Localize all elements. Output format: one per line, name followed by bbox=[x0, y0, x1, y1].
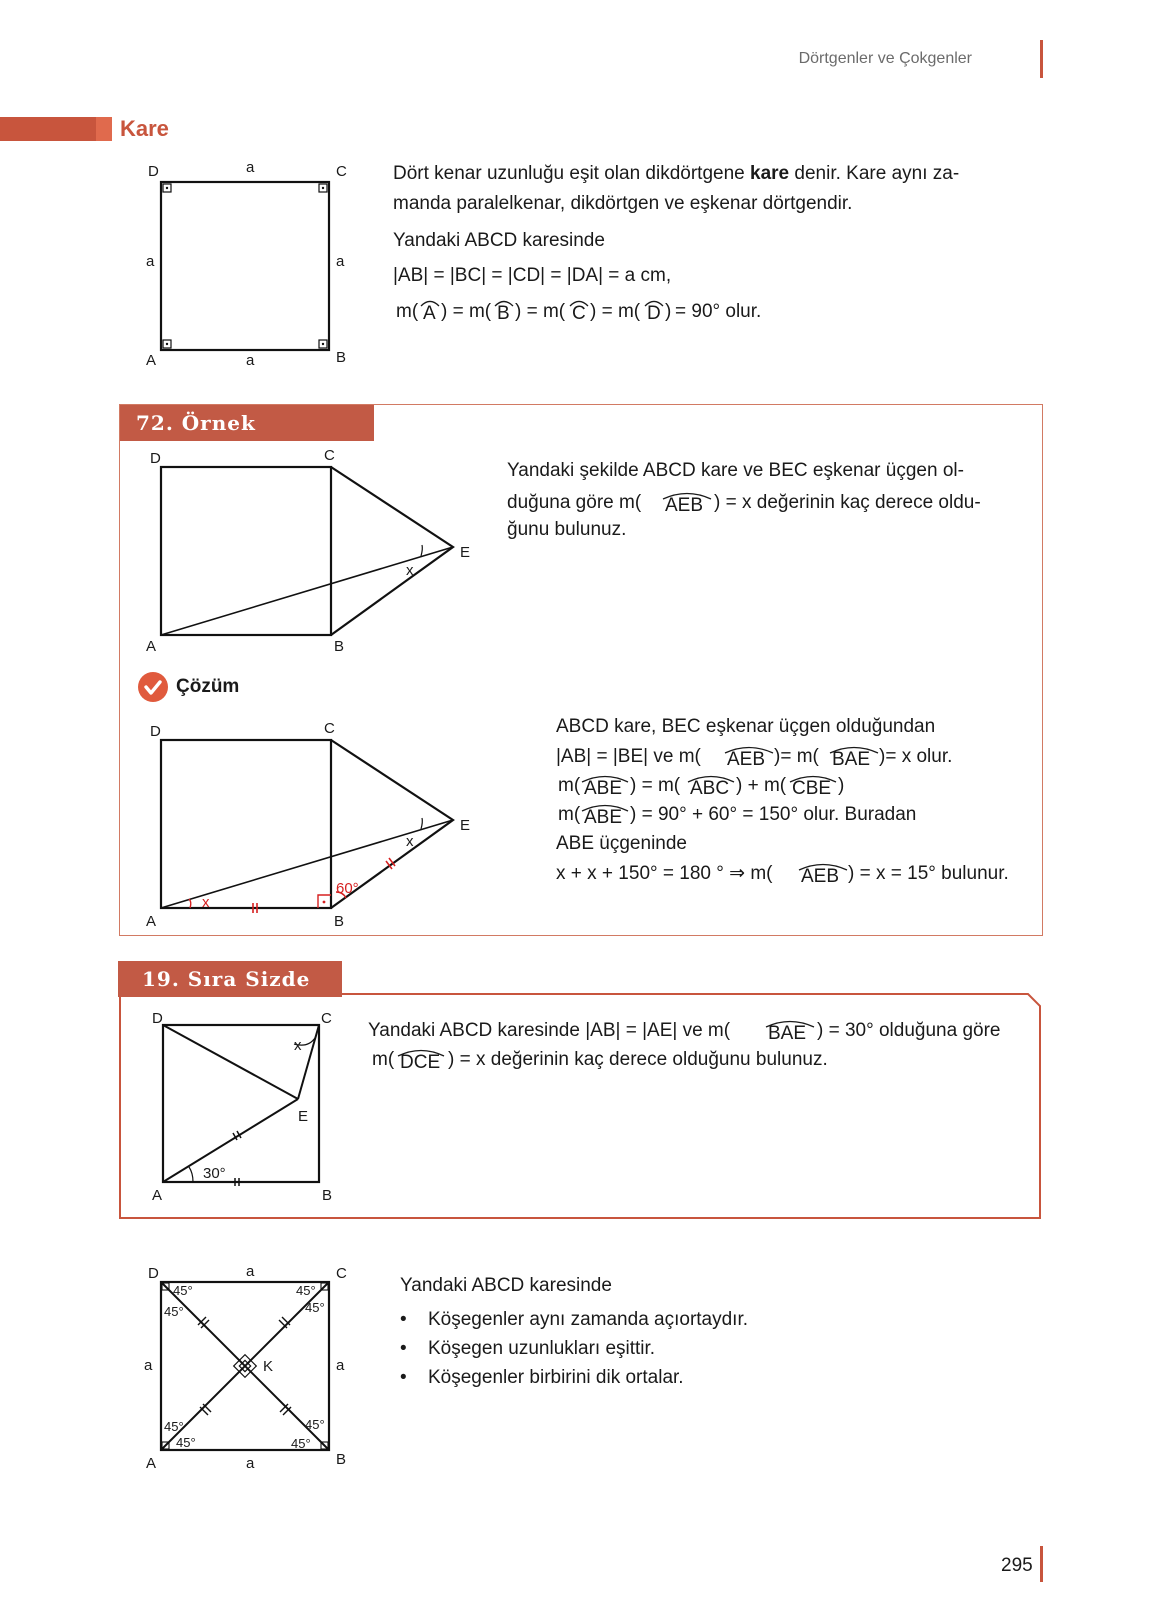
diag-side-left: a bbox=[144, 1357, 153, 1374]
exer-l2-arc: DCE bbox=[400, 1052, 441, 1073]
sol-l6-arc: AEB bbox=[801, 866, 840, 887]
diagonals-figure bbox=[140, 1262, 360, 1474]
example-figure bbox=[140, 445, 480, 655]
square-figure bbox=[140, 158, 360, 373]
def-term: kare bbox=[750, 163, 790, 184]
example-q-post: ) = x değerinin kaç derece oldu- bbox=[714, 492, 981, 513]
svg-text:m(: m( bbox=[396, 301, 419, 322]
diag-center-k: K bbox=[263, 1358, 274, 1375]
exer-l2-pre: m( bbox=[372, 1049, 395, 1070]
sol-l2-post: )= x olur. bbox=[879, 746, 953, 767]
vertex-c-label: C bbox=[336, 163, 347, 180]
example-tag: 72. Örnek bbox=[120, 405, 374, 441]
sol-l4-arc: ABE bbox=[584, 807, 623, 828]
solution-label: Çözüm bbox=[176, 676, 240, 697]
section-band bbox=[0, 117, 96, 141]
sol-angle-60: 60° bbox=[336, 880, 359, 897]
svg-text:) = m(: ) = m( bbox=[590, 301, 641, 322]
section-band-accent bbox=[96, 117, 112, 141]
diag-angle-1: 45° bbox=[173, 1283, 193, 1298]
exercise-figure bbox=[148, 1008, 348, 1208]
svg-text:) = m(: ) = m( bbox=[630, 775, 681, 796]
sol-vertex-b: B bbox=[334, 913, 345, 930]
diagonals-intro: Yandaki ABCD karesinde bbox=[400, 1275, 612, 1296]
svg-text:) + m(: ) + m( bbox=[736, 775, 787, 796]
diag-side-right: a bbox=[336, 1357, 345, 1374]
solution-line-6 bbox=[556, 857, 1036, 891]
sol-l2-arc1: AEB bbox=[727, 749, 766, 770]
exercise-line-2 bbox=[368, 1043, 1038, 1077]
header-accent-bar bbox=[1040, 40, 1043, 78]
diag-angle-3: 45° bbox=[296, 1283, 316, 1298]
sol-l4-post: ) = 90° + 60° = 150° olur. Buradan bbox=[630, 804, 917, 825]
sol-vertex-d: D bbox=[150, 723, 161, 740]
ex-vertex-d: D bbox=[150, 450, 161, 467]
ex-vertex-e: E bbox=[460, 544, 471, 561]
example-question bbox=[507, 456, 1027, 486]
side-right-label: a bbox=[336, 253, 345, 270]
svg-text:): ) bbox=[838, 775, 845, 796]
diag-angle-7: 45° bbox=[305, 1417, 325, 1432]
sol-l3-arc3: CBE bbox=[792, 778, 832, 799]
exer-angle-x: x bbox=[294, 1037, 302, 1054]
diag-angle-2: 45° bbox=[164, 1304, 184, 1319]
sol-angle-x-e: x bbox=[406, 833, 414, 850]
footer-accent-bar bbox=[1040, 1546, 1043, 1582]
diag-side-top: a bbox=[246, 1263, 255, 1280]
property-item: • Köşegenler birbirini dik ortalar. bbox=[428, 1363, 748, 1392]
sol-l2-pre: |AB| = |BE| ve m( bbox=[556, 746, 701, 767]
angle-result: = 90° olur. bbox=[675, 301, 762, 322]
diag-vertex-b: B bbox=[336, 1451, 347, 1468]
property-item: • Köşegen uzunlukları eşittir. bbox=[428, 1334, 748, 1363]
kare-line-3: Yandaki ABCD karesinde bbox=[393, 230, 605, 251]
diag-angle-5: 45° bbox=[164, 1419, 184, 1434]
sol-l6-post: ) = x = 15° bulunur. bbox=[848, 863, 1009, 884]
exer-vertex-b: B bbox=[322, 1187, 333, 1204]
sol-vertex-a: A bbox=[146, 913, 157, 930]
exer-vertex-e: E bbox=[298, 1108, 309, 1125]
sol-vertex-e: E bbox=[460, 817, 471, 834]
section-title: Kare bbox=[120, 116, 169, 141]
sol-l2-mid: )= m( bbox=[774, 746, 819, 767]
svg-text:) = m(: ) = m( bbox=[441, 301, 492, 322]
angle-b: B bbox=[497, 303, 510, 324]
def-text-post: denir. Kare aynı za- bbox=[789, 163, 960, 184]
sol-angle-x-a: x bbox=[202, 894, 210, 911]
ex-vertex-a: A bbox=[146, 638, 157, 655]
diag-angle-6: 45° bbox=[176, 1435, 196, 1450]
diag-angle-4: 45° bbox=[305, 1300, 325, 1315]
vertex-b-label: B bbox=[336, 349, 347, 366]
side-bottom-label: a bbox=[246, 352, 255, 369]
solution-figure bbox=[140, 718, 480, 933]
angle-a: A bbox=[423, 303, 436, 324]
exer-l1-pre: Yandaki ABCD karesinde |AB| = |AE| ve m( bbox=[368, 1020, 731, 1041]
chapter-title: Dörtgenler ve Çokgenler bbox=[798, 50, 972, 67]
side-left-label: a bbox=[146, 253, 155, 270]
exercise-tag: 19. Sıra Sizde bbox=[118, 961, 342, 997]
ex-vertex-b: B bbox=[334, 638, 345, 655]
example-q-line-1: Yandaki şekilde ABCD kare ve BEC eşkenar üçgen ol- bbox=[507, 460, 964, 481]
exer-vertex-c: C bbox=[321, 1010, 332, 1027]
angle-c: C bbox=[572, 303, 586, 324]
def-line-2: manda paralelkenar, dikdörtgen ve eşkenar dörtgendir. bbox=[393, 193, 853, 214]
example-q-arc: AEB bbox=[665, 495, 704, 516]
sol-vertex-c: C bbox=[324, 720, 335, 737]
solution-line-1: ABCD kare, BEC eşkenar üçgen olduğundan bbox=[556, 716, 936, 737]
diag-vertex-d: D bbox=[148, 1265, 159, 1282]
vertex-a-label: A bbox=[146, 352, 157, 369]
ex-vertex-c: C bbox=[324, 447, 335, 464]
diag-side-bottom: a bbox=[246, 1455, 255, 1472]
angle-d: D bbox=[647, 303, 661, 324]
property-item: • Köşegenler aynı zamanda açıortaydır. bbox=[428, 1305, 748, 1334]
diag-angle-8: 45° bbox=[291, 1436, 311, 1451]
sol-l3-arc1: ABE bbox=[584, 778, 623, 799]
svg-text:): ) bbox=[665, 301, 672, 322]
side-top-label: a bbox=[246, 159, 255, 176]
page-number: 295 bbox=[1001, 1555, 1033, 1576]
svg-text:m(: m( bbox=[558, 775, 581, 796]
check-icon bbox=[138, 672, 168, 702]
vertex-d-label: D bbox=[148, 163, 159, 180]
solution-line-5: ABE üçgeninde bbox=[556, 833, 687, 854]
exer-l1-arc: BAE bbox=[768, 1023, 807, 1044]
exer-vertex-d: D bbox=[152, 1010, 163, 1027]
example-q-pre: duğuna göre m( bbox=[507, 492, 642, 513]
example-q-line-3: ğunu bulunuz. bbox=[507, 519, 627, 540]
exer-angle-30: 30° bbox=[203, 1165, 226, 1182]
diag-vertex-c: C bbox=[336, 1265, 347, 1282]
svg-text:m(: m( bbox=[558, 804, 581, 825]
angle-equation bbox=[393, 292, 813, 328]
diagonals-properties bbox=[398, 1305, 748, 1392]
exer-l1-post: ) = 30° olduğuna göre bbox=[817, 1020, 1001, 1041]
ex-angle-x: x bbox=[406, 562, 414, 579]
sol-l6-pre: x + x + 150° = 180 ° ⇒ m( bbox=[556, 863, 773, 884]
svg-text:) = m(: ) = m( bbox=[515, 301, 566, 322]
def-text-pre: Dört kenar uzunluğu eşit olan dikdörtgene bbox=[393, 163, 751, 184]
sol-l2-arc2: BAE bbox=[832, 749, 871, 770]
kare-definition bbox=[393, 159, 1043, 219]
exer-l2-post: ) = x değerinin kaç derece olduğunu bulunuz. bbox=[448, 1049, 828, 1070]
diag-vertex-a: A bbox=[146, 1455, 157, 1472]
sol-l3-arc2: ABC bbox=[690, 778, 730, 799]
exer-vertex-a: A bbox=[152, 1187, 163, 1204]
kare-line-4: |AB| = |BC| = |CD| = |DA| = a cm, bbox=[393, 265, 672, 286]
solution-line-4 bbox=[556, 798, 1016, 832]
